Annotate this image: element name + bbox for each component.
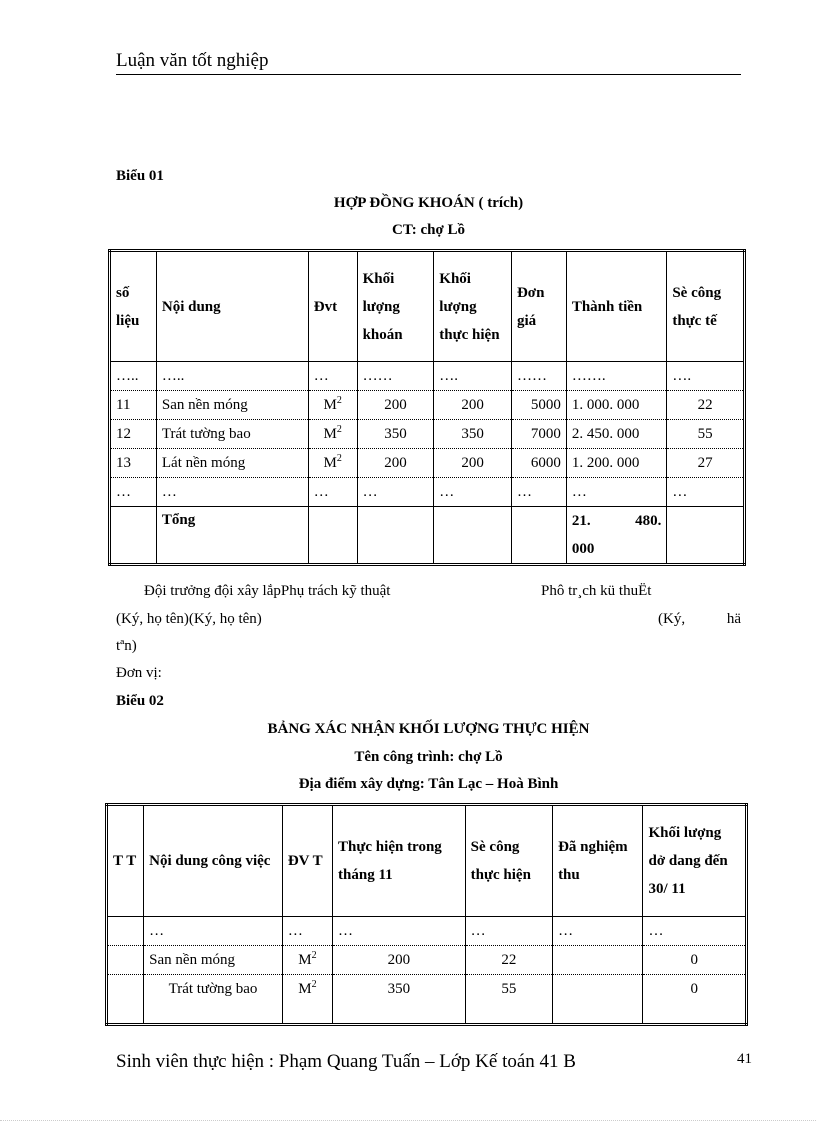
- total-amount-part: 480.: [635, 513, 662, 529]
- cell: 7000: [511, 420, 566, 449]
- cell: …: [553, 917, 643, 946]
- section1-subtitle: CT: chợ Lồ: [391, 222, 466, 238]
- cell: San nền móng: [156, 391, 308, 420]
- unit-m: $M^2$: [298, 950, 317, 968]
- cell: …: [511, 478, 566, 507]
- cell: 2. 450. 000: [566, 420, 667, 449]
- cell: …: [566, 478, 667, 507]
- col-header: Nội dung công việc: [144, 805, 283, 917]
- table-row: [110, 449, 745, 478]
- total-row: [110, 507, 745, 565]
- cell: [107, 917, 144, 946]
- cell: …: [643, 917, 747, 946]
- sign-hint-word: (Ký,: [658, 611, 686, 627]
- unit-cell: [282, 946, 332, 975]
- cell: …: [357, 478, 434, 507]
- cell: 350: [333, 975, 466, 1025]
- contract-table: [108, 249, 746, 566]
- cell: …: [116, 484, 131, 500]
- cell: [107, 946, 144, 975]
- cell: 22: [465, 946, 552, 975]
- cell: ……: [357, 362, 434, 391]
- table-row: [110, 478, 745, 507]
- section1-label: Biểu 01: [116, 168, 164, 184]
- unit-cell: [308, 449, 357, 478]
- col-header: Khối lượng dở dang đến 30/ 11: [643, 805, 747, 917]
- cell: [553, 946, 643, 975]
- unit-m: $M^2$: [298, 979, 317, 997]
- cell: 55: [667, 420, 745, 449]
- cell: …: [156, 478, 308, 507]
- table-header-row: [107, 805, 747, 917]
- signature-sign-hint-right: [658, 611, 741, 628]
- signature-titles: Đội trưởng đội xây lắpPhụ trách kỹ thuật: [144, 583, 391, 599]
- cell: …: [465, 917, 552, 946]
- unit-cell: [308, 391, 357, 420]
- table-row: [107, 975, 747, 1025]
- unit-label: Đơn vị:: [116, 665, 162, 681]
- cell: 0: [643, 946, 747, 975]
- cell: …: [667, 478, 745, 507]
- cell: Trát tường bao: [144, 975, 283, 1025]
- col-header: T T: [113, 853, 137, 869]
- section1-title: HỢP ĐỒNG KHOÁN ( trích): [333, 195, 524, 211]
- total-label: Tổng: [156, 507, 308, 565]
- col-header: Sè công thực hiện: [465, 805, 552, 917]
- total-amount-part: 21.: [571, 513, 591, 529]
- col-header: Khối lượng thực hiện: [434, 251, 512, 362]
- section2-location: Địa điểm xây dựng: Tân Lạc – Hoà Bình: [298, 776, 559, 792]
- unit-cell: [282, 975, 332, 1025]
- cell: 22: [667, 391, 745, 420]
- sign-hint-word: hä: [726, 611, 741, 627]
- cell: ….: [667, 362, 745, 391]
- cell: 12: [116, 426, 131, 442]
- cell: …..: [116, 368, 139, 384]
- cell: San nền móng: [144, 946, 283, 975]
- table-row: [110, 362, 745, 391]
- table-row: [110, 391, 745, 420]
- page-number: 41: [737, 1051, 752, 1067]
- cell: …….: [566, 362, 667, 391]
- cell: ….: [434, 362, 512, 391]
- section2-label: Biểu 02: [116, 693, 164, 709]
- table-row: [107, 917, 747, 946]
- cell: 1. 000. 000: [566, 391, 667, 420]
- cell: …: [434, 478, 512, 507]
- col-header: Đvt: [308, 251, 357, 362]
- cell: 350: [357, 420, 434, 449]
- cell: Lát nền móng: [156, 449, 308, 478]
- signature-title-right: Phô tr¸ch kü thuËt: [541, 583, 652, 599]
- col-header: Đơn giá: [511, 251, 566, 362]
- cell: 13: [116, 455, 131, 471]
- cell: …: [308, 362, 357, 391]
- cell: 5000: [511, 391, 566, 420]
- cell: 350: [434, 420, 512, 449]
- col-header: số liệu: [116, 284, 140, 329]
- cell: …: [282, 917, 332, 946]
- signature-sign-hint-cont: tªn): [116, 638, 137, 654]
- col-header: Thành tiền: [566, 251, 667, 362]
- cell: ……: [511, 362, 566, 391]
- col-header: Khối lượng khoán: [357, 251, 434, 362]
- table-row: [107, 946, 747, 975]
- cell: 27: [667, 449, 745, 478]
- cell: 200: [357, 449, 434, 478]
- col-header: Đã nghiệm thu: [553, 805, 643, 917]
- footer-text: Sinh viên thực hiện : Phạm Quang Tuấn – Lớp Kế toán 41 B: [116, 1051, 576, 1072]
- cell: 200: [434, 449, 512, 478]
- cell: 0: [643, 975, 747, 1025]
- unit-m: $M^2$: [323, 453, 342, 471]
- cell: …: [144, 917, 283, 946]
- table-row: [110, 420, 745, 449]
- running-header: Luận văn tốt nghiệp: [116, 50, 269, 71]
- cell: 200: [434, 391, 512, 420]
- cell: 200: [333, 946, 466, 975]
- col-header: ĐV T: [282, 805, 332, 917]
- total-amount: [566, 507, 667, 565]
- cell: 6000: [511, 449, 566, 478]
- cell: …: [308, 478, 357, 507]
- cell: …..: [156, 362, 308, 391]
- table-header-row: [110, 251, 745, 362]
- cell: 11: [116, 397, 131, 413]
- section2-project: Tên công trình: chợ Lồ: [354, 749, 503, 765]
- unit-m: $M^2$: [323, 395, 342, 413]
- col-header: Nội dung: [156, 251, 308, 362]
- cell: Trát tường bao: [156, 420, 308, 449]
- page-bottom-rule: [0, 1120, 816, 1121]
- unit-cell: [308, 420, 357, 449]
- cell: 55: [465, 975, 552, 1025]
- volume-table: [105, 803, 748, 1026]
- section2-title: BẢNG XÁC NHẬN KHỐI LƯỢNG THỰC HIỆN: [267, 721, 590, 737]
- col-header: Thực hiện trong tháng 11: [333, 805, 466, 917]
- col-header: Sè công thực tế: [667, 251, 745, 362]
- cell: …: [333, 917, 466, 946]
- cell: [553, 975, 643, 1025]
- signature-sign-hint: (Ký, họ tên)(Ký, họ tên): [116, 611, 262, 627]
- total-amount-part: 000: [571, 541, 595, 557]
- cell: 200: [357, 391, 434, 420]
- cell: 1. 200. 000: [566, 449, 667, 478]
- unit-m: $M^2$: [323, 424, 342, 442]
- cell: [107, 975, 144, 1025]
- header-rule: [116, 74, 741, 75]
